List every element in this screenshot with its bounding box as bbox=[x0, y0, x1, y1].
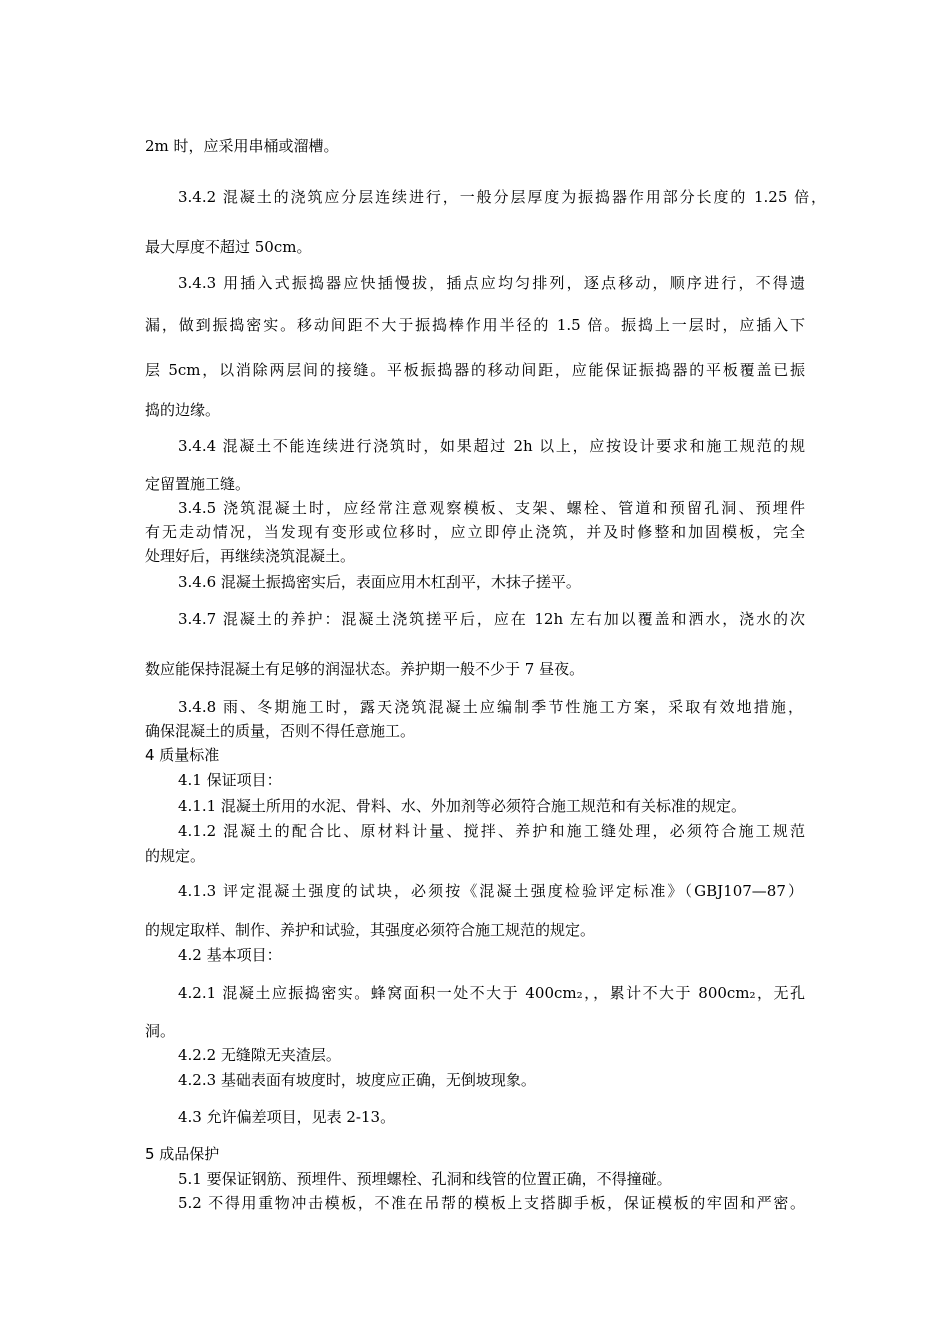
text-line: 5.2 不得用重物冲击模板，不准在吊帮的模板上支搭脚手板，保证模板的牢固和严密。 bbox=[178, 1194, 805, 1212]
text-line: 有无走动情况，当发现有变形或位移时，应立即停止浇筑，并及时修整和加固模板，完全 bbox=[145, 523, 805, 541]
subsection-heading: 4.1 保证项目： bbox=[178, 771, 282, 789]
text-line: 捣的边缘。 bbox=[145, 401, 221, 419]
text-line: 漏，做到振捣密实。移动间距不大于振捣棒作用半径的 1.5 倍。振捣上一层时，应插入下 bbox=[145, 316, 805, 334]
text-line: 定留置施工缝。 bbox=[145, 475, 251, 493]
text-line: 数应能保持混凝土有足够的润湿状态。养护期一般不少于 7 昼夜。 bbox=[145, 660, 585, 678]
text-line: 的规定。 bbox=[145, 847, 206, 865]
text-line: 4.3 允许偏差项目，见表 2-13。 bbox=[178, 1108, 396, 1126]
text-line: 4.1.2 混凝土的配合比、原材料计量、搅拌、养护和施工缝处理，必须符合施工规范 bbox=[178, 822, 805, 840]
text-line: 3.4.6 混凝土振捣密实后，表面应用木杠刮平，木抹子搓平。 bbox=[178, 573, 581, 591]
text-line: 3.4.3 用插入式振捣器应快插慢拔，插点应均匀排列，逐点移动，顺序进行，不得遗 bbox=[178, 274, 805, 292]
text-line: 洞。 bbox=[145, 1022, 176, 1040]
text-line: 3.4.5 浇筑混凝土时，应经常注意观察模板、支架、螺栓、管道和预留孔洞、预埋件 bbox=[178, 499, 805, 517]
text-line: 最大厚度不超过 50cm。 bbox=[145, 238, 312, 256]
text-line: 确保混凝土的质量，否则不得任意施工。 bbox=[145, 722, 416, 740]
text-line: 4.2.1 混凝土应振捣密实。蜂窝面积一处不大于 400cm₂，，累计不大于 800cm₂，无孔 bbox=[178, 984, 805, 1002]
section-heading: 4 质量标准 bbox=[145, 746, 220, 764]
section-heading: 5 成品保护 bbox=[145, 1145, 220, 1163]
text-line: 4.1.3 评定混凝土强度的试块，必须按《混凝土强度检验评定标准》（GBJ107—87） bbox=[178, 882, 803, 900]
text-line: 4.1.1 混凝土所用的水泥、骨料、水、外加剂等必须符合施工规范和有关标准的规定。 bbox=[178, 797, 746, 815]
text-line: 层 5cm，以消除两层间的接缝。平板振捣器的移动间距，应能保证振捣器的平板覆盖已振 bbox=[145, 361, 805, 379]
text-line: 处理好后，再继续浇筑混凝土。 bbox=[145, 547, 356, 565]
subsection-heading: 4.2 基本项目： bbox=[178, 946, 282, 964]
text-line: 3.4.4 混凝土不能连续进行浇筑时，如果超过 2h 以上，应按设计要求和施工规范的规 bbox=[178, 437, 805, 455]
text-line: 3.4.7 混凝土的养护：混凝土浇筑搓平后，应在 12h 左右加以覆盖和洒水，浇水的次 bbox=[178, 610, 805, 628]
text-line: 4.2.2 无缝隙无夹渣层。 bbox=[178, 1046, 341, 1064]
text-line: 5.1 要保证钢筋、预埋件、预埋螺栓、孔洞和线管的位置正确，不得撞碰。 bbox=[178, 1170, 672, 1188]
text-line: 的规定取样、制作、养护和试验，其强度必须符合施工规范的规定。 bbox=[145, 921, 596, 939]
text-line: 4.2.3 基础表面有坡度时，坡度应正确，无倒坡现象。 bbox=[178, 1071, 536, 1089]
text-line: 3.4.8 雨、冬期施工时，露天浇筑混凝土应编制季节性施工方案，采取有效地措施， bbox=[178, 698, 803, 716]
text-line: 2m 时，应采用串桶或溜槽。 bbox=[145, 137, 339, 155]
text-line: 3.4.2 混凝土的浇筑应分层连续进行，一般分层厚度为振捣器作用部分长度的 1.25 倍， bbox=[178, 188, 826, 206]
